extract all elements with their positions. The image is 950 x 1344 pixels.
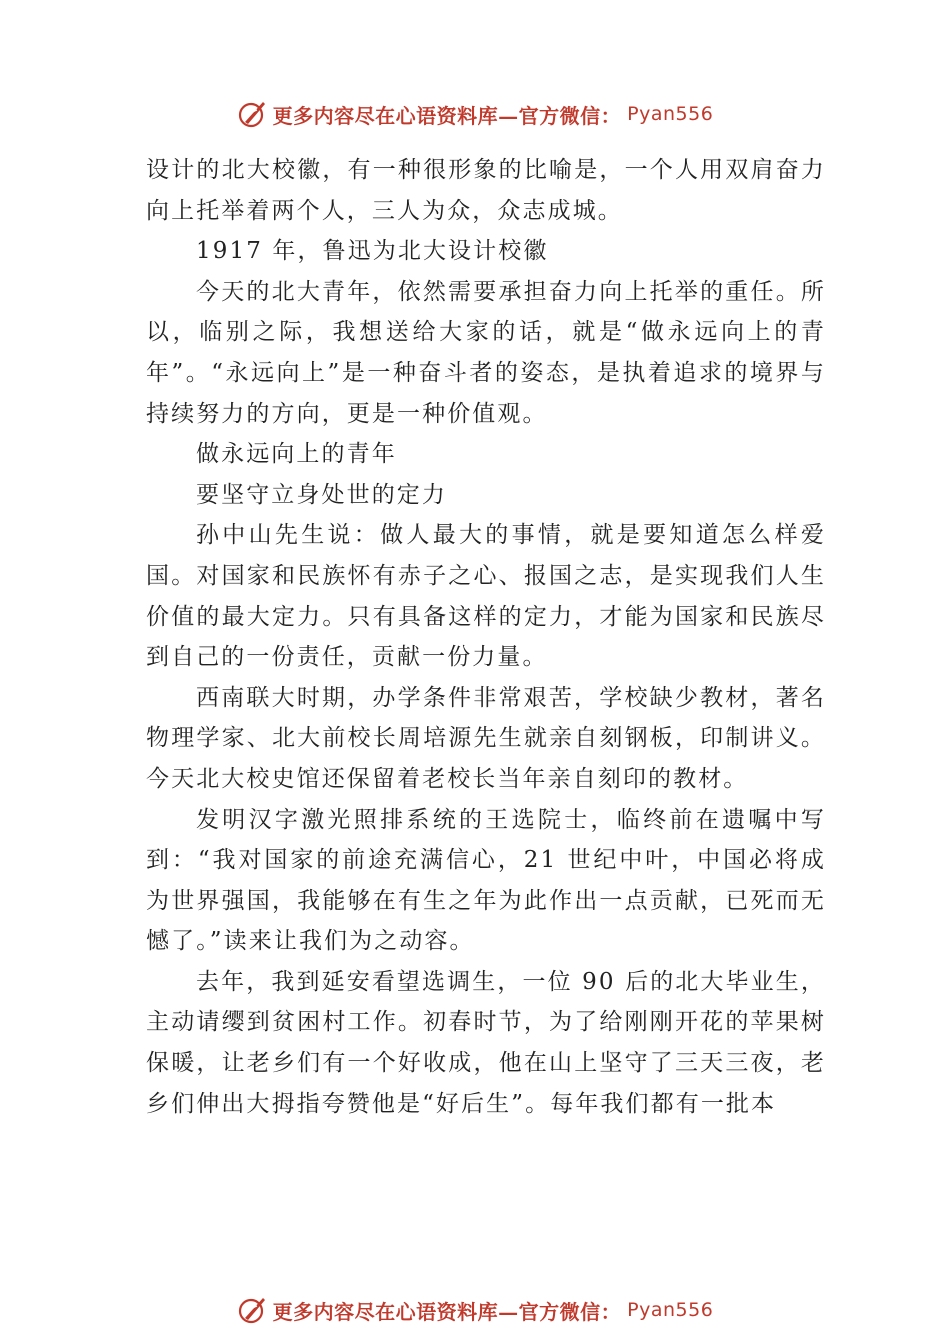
paragraph-7: 发明汉字激光照排系统的王选院士，临终前在遗嘱中写到：“我对国家的前途充满信心，21 世纪中叶，中国必将成为世界强国，我能够在有生之年为此作出一点贡献，已死而无憾了。”读来让我们为之动容。 bbox=[146, 806, 826, 955]
quill-logo-icon bbox=[237, 1294, 269, 1326]
footer-banner-text: 更多内容尽在心语资料库—官方微信： bbox=[272, 1299, 622, 1324]
paragraph-8: 去年，我到延安看望选调生，一位 90 后的北大毕业生，主动请缨到贫困村工作。初春时节，为了给刚刚开花的苹果树保暖，让老乡们有一个好收成，他在山上坚守了三天三夜，老乡们伸出大拇指夸赞他是“好后生”。每年我们都有一批本 bbox=[146, 968, 826, 1117]
quill-logo-icon bbox=[237, 98, 269, 130]
paragraph-4: 要坚守立身处世的定力 bbox=[196, 481, 447, 508]
paragraph-0: 设计的北大校徽，有一种很形象的比喻是，一个人用双肩奋力向上托举着两个人，三人为众，众志成城。 bbox=[146, 157, 826, 224]
footer-banner bbox=[0, 1290, 950, 1330]
paragraph-2: 今天的北大青年，依然需要承担奋力向上托举的重任。所以，临别之际，我想送给大家的话，就是“做永远向上的青年”。“永远向上”是一种奋斗者的姿态，是执着追求的境界与持续努力的方向，更是一种价值观。 bbox=[146, 278, 826, 427]
paragraph-3: 做永远向上的青年 bbox=[196, 441, 397, 468]
paragraph-1: 1917 年，鲁迅为北大设计校徽 bbox=[196, 238, 549, 265]
document-body bbox=[146, 150, 826, 1124]
footer-wechat-id: Pyan556 bbox=[627, 1299, 714, 1321]
header-wechat-id: Pyan556 bbox=[627, 103, 714, 125]
header-banner bbox=[0, 94, 950, 134]
paragraph-6: 西南联大时期，办学条件非常艰苦，学校缺少教材，著名物理学家、北大前校长周培源先生就亲自刻钢板，印制讲义。今天北大校史馆还保留着老校长当年亲自刻印的教材。 bbox=[146, 684, 826, 792]
paragraph-5: 孙中山先生说：做人最大的事情，就是要知道怎么样爱国。对国家和民族怀有赤子之心、报国之志，是实现我们人生价值的最大定力。只有具备这样的定力，才能为国家和民族尽到自己的一份责任，贡献一份力量。 bbox=[146, 522, 826, 671]
header-banner-text: 更多内容尽在心语资料库—官方微信： bbox=[272, 103, 622, 128]
